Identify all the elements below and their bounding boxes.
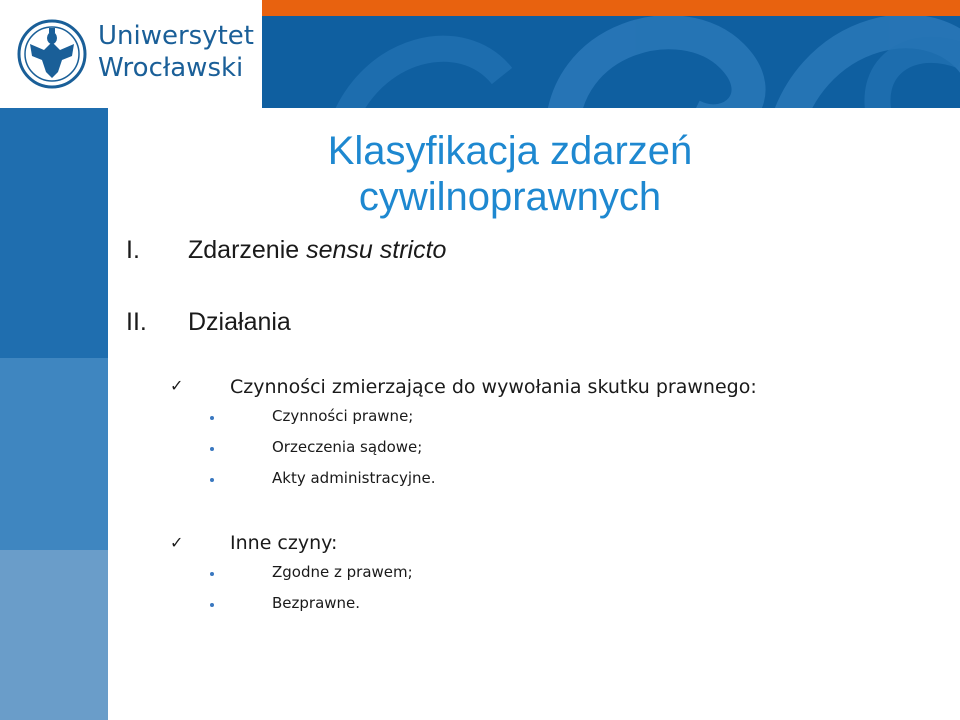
section-number: II. (126, 308, 147, 336)
check-icon: ✓ (170, 376, 184, 395)
section-text-italic: sensu stricto (306, 236, 447, 264)
group-heading: Inne czyny: (230, 532, 338, 554)
logo-text-line2: Wrocławski (98, 53, 244, 83)
check-icon: ✓ (170, 533, 184, 552)
section-number: I. (126, 236, 140, 264)
header-swirl-decoration (262, 16, 960, 108)
list-item: Orzeczenia sądowe; (272, 438, 423, 456)
header-orange-bar (262, 0, 960, 16)
university-logo (0, 0, 262, 108)
list-item: Bezprawne. (272, 594, 361, 612)
list-item: Czynności prawne; (272, 407, 414, 425)
section-text: Działania (188, 308, 291, 336)
side-stripe-light (0, 550, 108, 720)
side-stripe-mid (0, 358, 108, 550)
slide-title-line2: cywilnoprawnych (358, 175, 662, 219)
bullet-icon (210, 447, 214, 451)
logo-text-line1: Uniwersytet (98, 21, 254, 51)
section-text-plain: Zdarzenie (188, 236, 307, 264)
eagle-emblem-icon (16, 16, 88, 92)
bullet-icon (210, 478, 214, 482)
section-text (188, 236, 446, 265)
bullet-icon (210, 603, 214, 607)
list-item: Akty administracyjne. (272, 469, 436, 487)
header-banner (262, 16, 960, 108)
side-stripe-dark (0, 108, 108, 358)
slide-title-line1: Klasyfikacja zdarzeń (327, 129, 693, 173)
slide-title (240, 128, 780, 220)
group-heading: Czynności zmierzające do wywołania skutku prawnego: (230, 376, 757, 398)
bullet-icon (210, 416, 214, 420)
bullet-icon (210, 572, 214, 576)
list-item: Zgodne z prawem; (272, 563, 413, 581)
